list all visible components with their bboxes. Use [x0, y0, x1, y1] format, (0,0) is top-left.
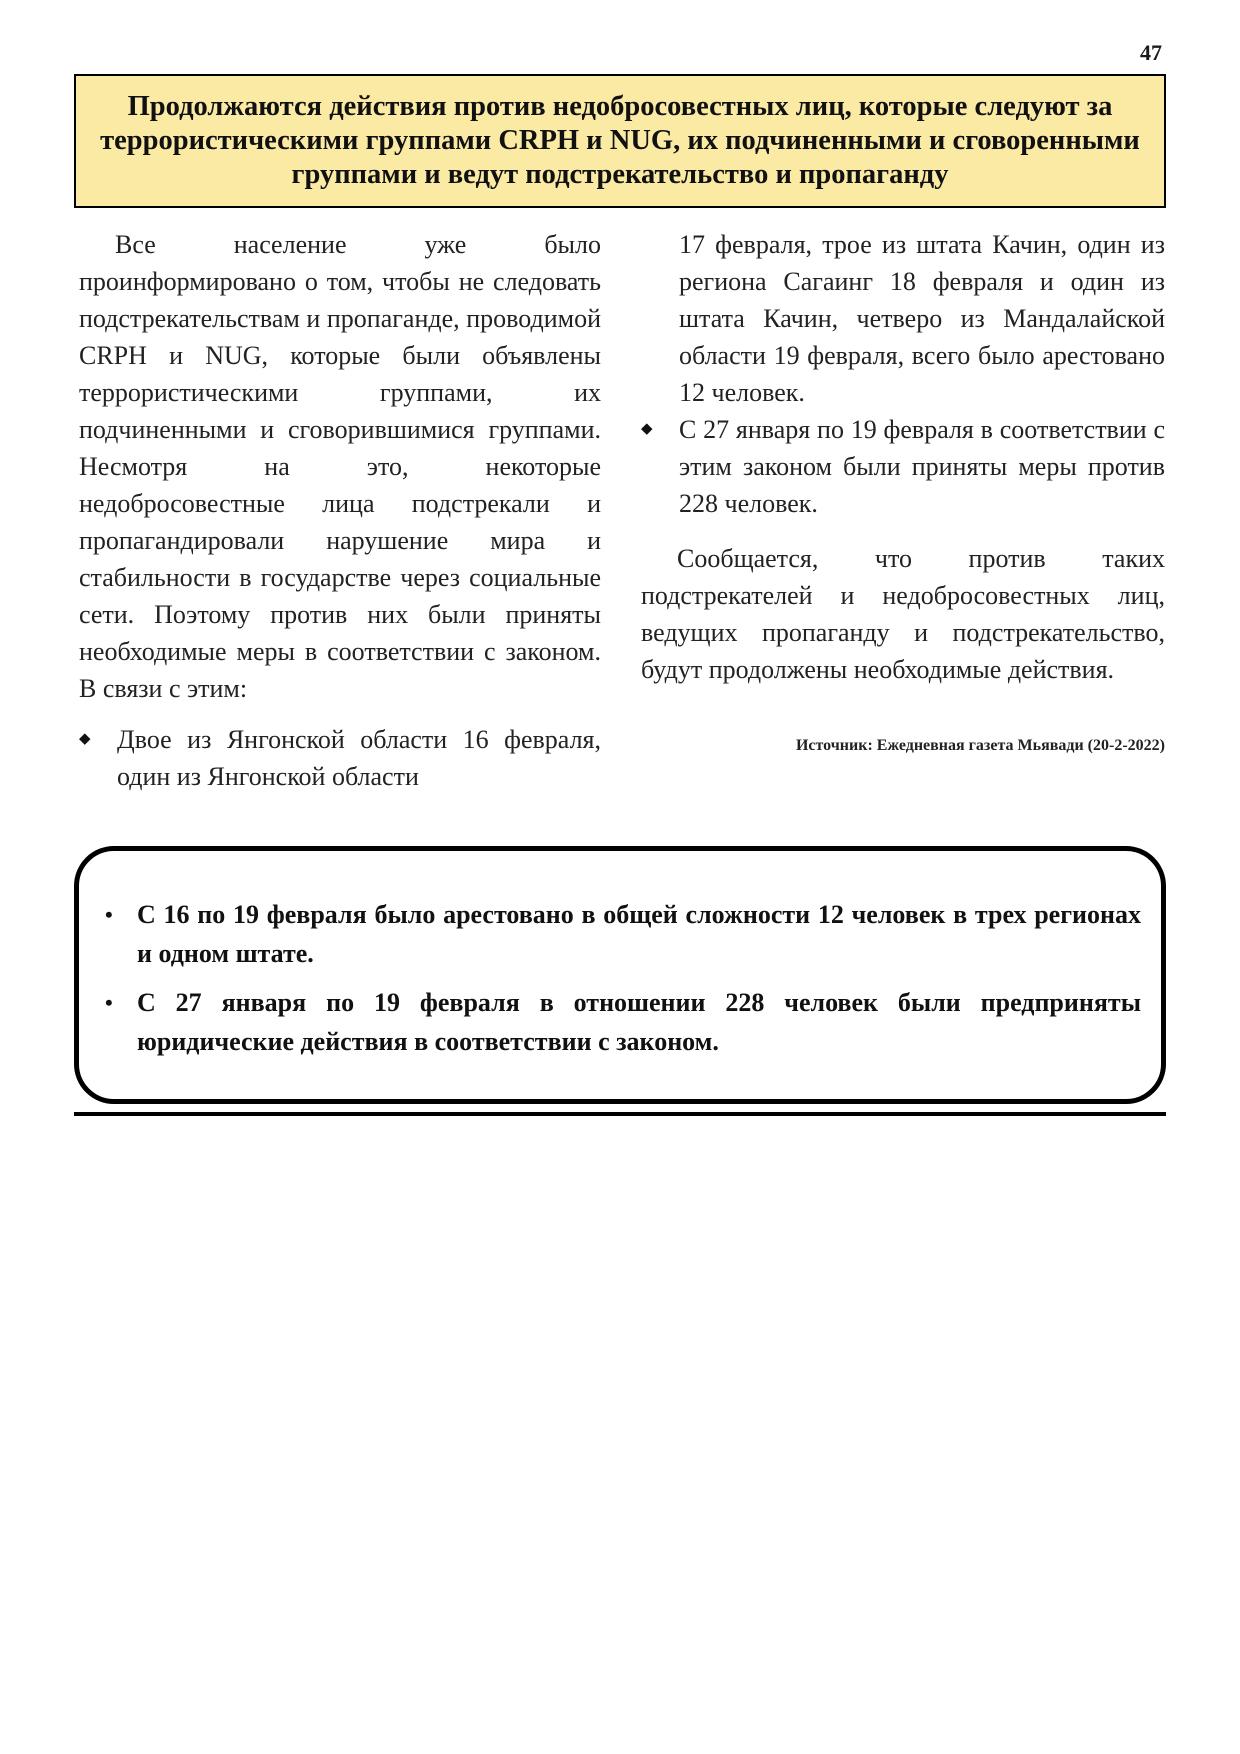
bottom-divider: [74, 1112, 1166, 1116]
list-item-text: С 27 января по 19 февраля в соответствии с этим законом были приняты меры против 228 человек.: [679, 415, 1165, 518]
measures-list: [641, 411, 1165, 522]
source-citation: Источник: Ежедневная газета Мьявади (20-2-2022): [795, 737, 1165, 754]
summary-box: [74, 846, 1166, 1104]
summary-item-text: С 27 января по 19 февраля в отношении 228 человек были предприняты юридические действия в соответствии с законом.: [137, 988, 1141, 1056]
list-item: [79, 721, 601, 795]
list-item-continued-text: 17 февраля, трое из штата Качин, один из региона Сагаинг 18 февраля и один из штата Качин, четверо из Мандалайской области 19 февраля, всего было арестовано 12 человек.: [679, 230, 1165, 407]
summary-list: [99, 895, 1141, 1061]
page-title: Продолжаются действия против недобросовестных лиц, которые следуют за террористическими группами CRPH и NUG, их подчиненными и сговоренными группами и ведут подстрекательство и пропаганду: [100, 91, 1140, 190]
page-number: 47: [1140, 40, 1162, 65]
right-column: [641, 226, 1165, 756]
list-item-text: Двое из Янгонской области 16 февраля, один из Янгонской области: [117, 725, 601, 791]
title-box: [74, 74, 1166, 208]
diamond-bullet-icon: ◆: [641, 421, 653, 437]
left-column: [79, 226, 601, 809]
round-bullet-icon: •: [105, 902, 113, 927]
intro-paragraph: Все население уже было проинформировано о том, чтобы не следовать подстрекательствам и пропаганде, проводимой CRPH и NUG, которые были объявлены террористическими группами, их подчиненными и сговорившимися группами. Несмотря на это, некоторые недобросовестные лица подстрекали и пропагандировали нарушение мира и стабильности в государстве через социальные сети. Поэтому против них были приняты необходимые меры в соответствии с законом. В связи с этим:: [79, 230, 601, 703]
summary-item: [99, 983, 1141, 1061]
diamond-bullet-icon: ◆: [79, 731, 91, 747]
closing-paragraph: Сообщается, что против таких подстрекателей и недобросовестных лиц, ведущих пропаганду и подстрекательство, будут продолжены необходимые действия.: [641, 544, 1165, 684]
round-bullet-icon: •: [105, 990, 113, 1015]
summary-item: [99, 895, 1141, 973]
arrest-list: [79, 721, 601, 795]
list-item: [641, 411, 1165, 522]
summary-item-text: С 16 по 19 февраля было арестовано в общей сложности 12 человек в трех регионах и одном штате.: [137, 900, 1141, 968]
